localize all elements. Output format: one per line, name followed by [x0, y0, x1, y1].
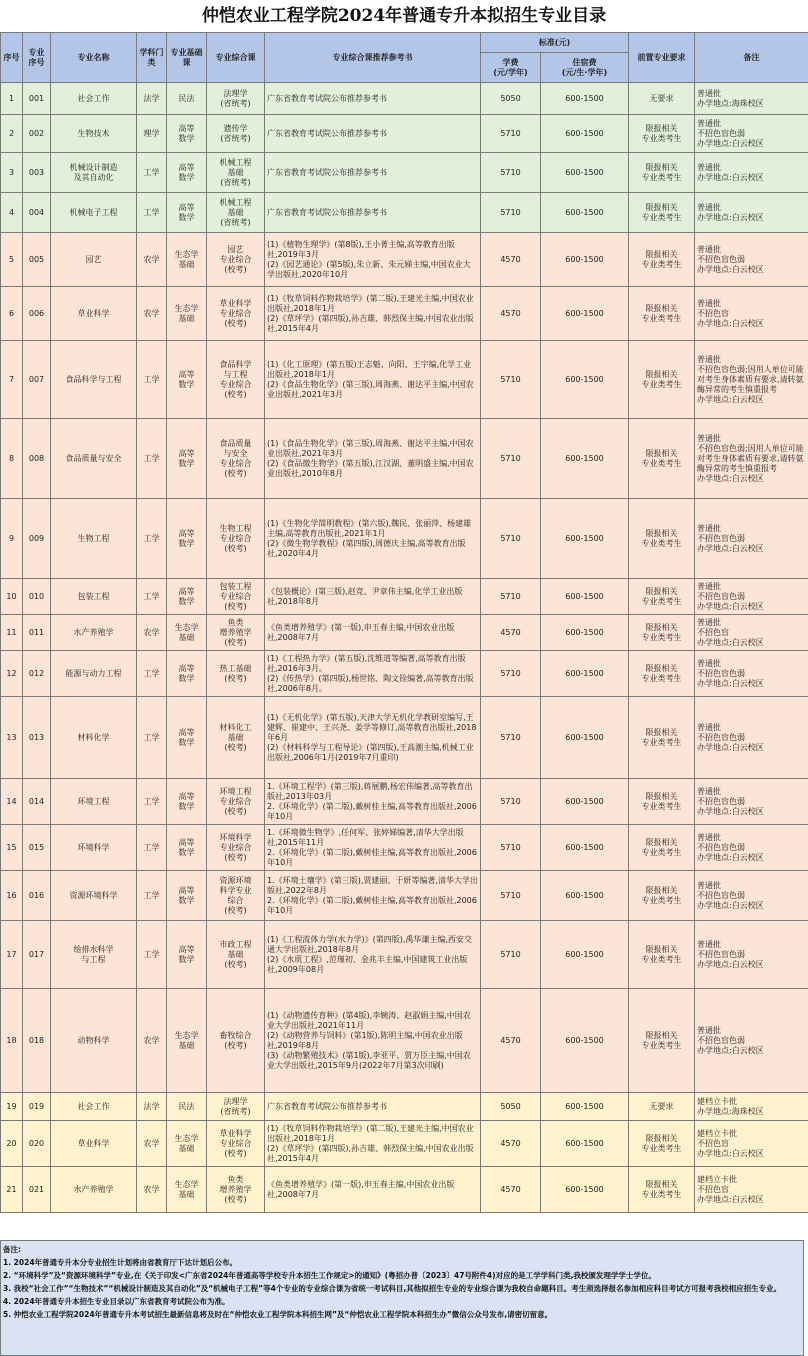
row-prior-major: 限报相关 专业类考生	[629, 615, 695, 651]
row-prior-major: 限报相关 专业类考生	[629, 989, 695, 1093]
row-lodging: 600-1500	[541, 1121, 629, 1167]
row-ref-books: (1)《食品生物化学》(第三版),周海燕、谢达平主编,中国农业出版社,2021年3月 (2)《食品微生物学》(第五版),江汉湖、董明盛主编,中国农业出版社,2010年8月	[265, 419, 481, 499]
row-lodging: 600-1500	[541, 779, 629, 825]
row-lodging: 600-1500	[541, 115, 629, 153]
notes-label: 备注:	[3, 1245, 21, 1254]
row-category: 工学	[137, 153, 167, 193]
row-seq: 3	[1, 153, 23, 193]
table-row	[1, 233, 808, 287]
row-category: 法学	[137, 1093, 167, 1121]
row-seq: 10	[1, 579, 23, 615]
row-base-course: 高等 数学	[167, 779, 207, 825]
row-category: 法学	[137, 83, 167, 115]
row-ref-books: 广东省教育考试院公布推荐参考书	[265, 83, 481, 115]
row-comp-course: 包装工程 专业综合 (校考)	[207, 579, 265, 615]
header-lodging: 住宿费 (元/生·学年)	[541, 53, 629, 83]
row-name: 能源与动力工程	[51, 651, 137, 697]
row-category: 工学	[137, 697, 167, 779]
row-comp-course: 生物工程 专业综合 (校考)	[207, 499, 265, 579]
row-ref-books: (1)《无机化学》(第五版),天津大学无机化学教研室编写,王建辉、崔建中、王兴尧、姜学等修订,高等教育出版社,2018年6月 (2)《材料科学与工程导论》(第四版),王高潮主编,机械工业出版社,2006年1月(2019年7月重印)	[265, 697, 481, 779]
row-base-course: 生态学 基础	[167, 1121, 207, 1167]
row-comp-course: 园艺 专业综合 (校考)	[207, 233, 265, 287]
row-base-course: 民法	[167, 83, 207, 115]
row-ref-books: (1)《生物化学简明教程》(第六版),魏民、张丽萍、杨建雄主编,高等教育出版社,2021年1月 (2)《微生物学教程》(第四版),周德庆主编,高等教育出版社,2020年4月	[265, 499, 481, 579]
row-prior-major: 限报相关 专业类考生	[629, 871, 695, 921]
row-remark: 普通批 不招色盲色弱;因用人单位可能对考生身体素质有要求,请转氨酶异常的考生慎重报考 办学地点:白云校区	[695, 419, 808, 499]
row-tuition: 4570	[481, 615, 541, 651]
row-lodging: 600-1500	[541, 341, 629, 419]
row-tuition: 5710	[481, 499, 541, 579]
header-seq: 序号	[1, 33, 23, 83]
table-row	[1, 779, 808, 825]
table-row	[1, 341, 808, 419]
row-name: 食品科学与工程	[51, 341, 137, 419]
row-remark: 建档立卡批 不招色盲 办学地点:白云校区	[695, 1167, 808, 1213]
row-name: 水产养殖学	[51, 615, 137, 651]
row-ref-books: (1)《植物生理学》(第8版),王小菁主编,高等教育出版社,2019年3月 (2)《园艺通论》(第5版),朱立新、朱元娣主编,中国农业大学出版社,2020年10月	[265, 233, 481, 287]
row-base-course: 高等 数学	[167, 579, 207, 615]
header-prior-major: 前置专业要求	[629, 33, 695, 83]
row-seq: 1	[1, 83, 23, 115]
row-lodging: 600-1500	[541, 697, 629, 779]
row-code: 003	[23, 153, 51, 193]
row-base-course: 生态学 基础	[167, 287, 207, 341]
row-category: 农学	[137, 989, 167, 1093]
row-category: 理学	[137, 115, 167, 153]
row-name: 生物技术	[51, 115, 137, 153]
row-base-course: 生态学 基础	[167, 233, 207, 287]
row-remark: 普通批 不招色盲色弱 办学地点:白云校区	[695, 651, 808, 697]
header-ref-books: 专业综合课推荐参考书	[265, 33, 481, 83]
row-ref-books: (1)《工程热力学》(第五版),沈维道等编著,高等教育出版社,2016年3月。 (2)《传热学》(第四版),杨世铭、陶文铨编著,高等教育出版社,2006年8月。	[265, 651, 481, 697]
row-remark: 普通批 办学地点:白云校区	[695, 193, 808, 233]
admissions-table	[0, 32, 808, 1213]
row-lodging: 600-1500	[541, 921, 629, 989]
row-prior-major: 限报相关 专业类考生	[629, 287, 695, 341]
row-seq: 19	[1, 1093, 23, 1121]
row-tuition: 5710	[481, 193, 541, 233]
row-ref-books: 1.《环境微生物学》,任何军、张婷娣编著,清华大学出版社,2015年11月 2.《环境化学》(第二版),戴树桂主编,高等教育出版社,2006年10月	[265, 825, 481, 871]
row-lodging: 600-1500	[541, 83, 629, 115]
row-name: 草业科学	[51, 1121, 137, 1167]
row-tuition: 4570	[481, 287, 541, 341]
row-name: 机械设计制造 及其自动化	[51, 153, 137, 193]
row-base-course: 高等 数学	[167, 651, 207, 697]
row-base-course: 高等 数学	[167, 341, 207, 419]
row-base-course: 高等 数学	[167, 193, 207, 233]
row-code: 001	[23, 83, 51, 115]
row-ref-books: (1)《牧草饲料作物栽培学》(第二版),王建光主编,中国农业出版社,2018年1月 (2)《草坪学》(第四版),孙吉雄、韩烈保主编,中国农业出版社,2015年4月	[265, 287, 481, 341]
row-comp-course: 法理学 (省统考)	[207, 83, 265, 115]
row-ref-books: 《鱼类增养殖学》(第一版),申玉春主编,中国农业出版社,2008年7月	[265, 1167, 481, 1213]
row-seq: 4	[1, 193, 23, 233]
row-lodging: 600-1500	[541, 1167, 629, 1213]
row-prior-major: 限报相关 专业类考生	[629, 115, 695, 153]
row-code: 006	[23, 287, 51, 341]
row-lodging: 600-1500	[541, 825, 629, 871]
note-item: 1. 2024年普通专升本分专业招生计划将由省教育厅下达计划后公布。	[3, 1258, 238, 1267]
row-base-course: 高等 数学	[167, 499, 207, 579]
row-ref-books: 1.《环境土壤学》(第三版),贾建丽、于妍等编著,清华大学出版社,2022年8月 2.《环境化学》(第二版),戴树桂主编,高等教育出版社,2006年10月	[265, 871, 481, 921]
table-row	[1, 921, 808, 989]
header-comp-course: 专业综合课	[207, 33, 265, 83]
row-comp-course: 鱼类 增养殖学 (校考)	[207, 1167, 265, 1213]
row-code: 007	[23, 341, 51, 419]
table-row	[1, 115, 808, 153]
row-name: 动物科学	[51, 989, 137, 1093]
row-remark: 普通批 办学地点:白云校区	[695, 153, 808, 193]
row-tuition: 5710	[481, 651, 541, 697]
row-comp-course: 机械工程 基础 (省统考)	[207, 153, 265, 193]
row-ref-books: 广东省教育考试院公布推荐参考书	[265, 115, 481, 153]
row-category: 工学	[137, 651, 167, 697]
row-category: 工学	[137, 921, 167, 989]
row-ref-books: 《鱼类增养殖学》(第一版),申玉春主编,中国农业出版社,2008年7月	[265, 615, 481, 651]
row-ref-books: (1)《牧草饲料作物栽培学》(第二版),王建光主编,中国农业出版社,2018年1月 (2)《草坪学》(第四版),孙吉雄、韩烈保主编,中国农业出版社,2015年4月	[265, 1121, 481, 1167]
table-row	[1, 989, 808, 1093]
row-remark: 普通批 不招色盲色弱 办学地点:白云校区	[695, 989, 808, 1093]
table-row	[1, 579, 808, 615]
row-seq: 5	[1, 233, 23, 287]
row-name: 水产养殖学	[51, 1167, 137, 1213]
row-code: 016	[23, 871, 51, 921]
note-item: 2. “环境科学”及“资源环境科学”专业,在《关于印发<广东省2024年普通高等学校专升本招生工作规定>的通知》(粤招办普〔2023〕47号附件4)对应的是工学学科门类,我校颁发理学学士学位。	[3, 1271, 656, 1280]
row-category: 工学	[137, 419, 167, 499]
row-category: 农学	[137, 615, 167, 651]
row-ref-books: 广东省教育考试院公布推荐参考书	[265, 153, 481, 193]
row-category: 农学	[137, 287, 167, 341]
table-row	[1, 651, 808, 697]
row-base-course: 高等 数学	[167, 921, 207, 989]
row-code: 020	[23, 1121, 51, 1167]
row-code: 009	[23, 499, 51, 579]
row-prior-major: 限报相关 专业类考生	[629, 193, 695, 233]
row-code: 021	[23, 1167, 51, 1213]
row-lodging: 600-1500	[541, 193, 629, 233]
row-base-course: 高等 数学	[167, 697, 207, 779]
row-tuition: 5710	[481, 871, 541, 921]
row-remark: 普通批 不招色盲色弱 办学地点:白云校区	[695, 921, 808, 989]
row-remark: 普通批 不招色盲色弱 办学地点:白云校区	[695, 233, 808, 287]
row-comp-course: 草业科学 专业综合 (校考)	[207, 1121, 265, 1167]
row-lodging: 600-1500	[541, 1093, 629, 1121]
table-row	[1, 83, 808, 115]
row-comp-course: 资源环境 科学专业 综合 (校考)	[207, 871, 265, 921]
table-row	[1, 287, 808, 341]
row-base-course: 生态学 基础	[167, 989, 207, 1093]
row-name: 资源环境科学	[51, 871, 137, 921]
row-remark: 普通批 不招色盲 办学地点:白云校区	[695, 615, 808, 651]
row-prior-major: 无要求	[629, 1093, 695, 1121]
row-name: 食品质量与安全	[51, 419, 137, 499]
table-row	[1, 871, 808, 921]
table-row	[1, 697, 808, 779]
row-code: 017	[23, 921, 51, 989]
row-name: 园艺	[51, 233, 137, 287]
row-ref-books: 《包装概论》(第三版),赵竞、尹章伟主编,化学工业出版社,2018年8月	[265, 579, 481, 615]
row-seq: 7	[1, 341, 23, 419]
row-lodging: 600-1500	[541, 233, 629, 287]
row-comp-course: 环境科学 专业综合 (校考)	[207, 825, 265, 871]
row-base-course: 生态学 基础	[167, 1167, 207, 1213]
row-comp-course: 环境工程 专业综合 (校考)	[207, 779, 265, 825]
row-category: 农学	[137, 1167, 167, 1213]
header-base-course: 专业基础课	[167, 33, 207, 83]
row-base-course: 高等 数学	[167, 825, 207, 871]
row-comp-course: 遗传学 (省统考)	[207, 115, 265, 153]
row-code: 018	[23, 989, 51, 1093]
row-seq: 9	[1, 499, 23, 579]
table-row	[1, 193, 808, 233]
row-prior-major: 限报相关 专业类考生	[629, 779, 695, 825]
header-name: 专业名称	[51, 33, 137, 83]
row-remark: 普通批 办学地点:海珠校区	[695, 83, 808, 115]
row-remark: 普通批 不招色盲色弱;因用人单位可能对考生身体素质有要求,请转氨酶异常的考生慎重报考 办学地点:白云校区	[695, 341, 808, 419]
row-seq: 2	[1, 115, 23, 153]
row-ref-books: 1.《环境工程学》(第三版),蒋展鹏,杨宏伟编著,高等教育出版社,2013年03月 2.《环境化学》(第二版),戴树桂主编,高等教育出版社,2006年10月	[265, 779, 481, 825]
row-name: 草业科学	[51, 287, 137, 341]
row-ref-books: (1)《化工原理》(第五版)王志魁、向阳、王宇编,化学工业出版社,2018年1月 (2)《食品生物化学》(第三版),周海燕、谢达平主编,中国农业出版社,2021年3月	[265, 341, 481, 419]
row-tuition: 5710	[481, 825, 541, 871]
row-prior-major: 限报相关 专业类考生	[629, 153, 695, 193]
row-remark: 普通批 不招色盲色弱 办学地点:白云校区	[695, 697, 808, 779]
row-base-course: 高等 数学	[167, 153, 207, 193]
row-base-course: 高等 数学	[167, 419, 207, 499]
row-tuition: 4570	[481, 1167, 541, 1213]
table-row	[1, 1121, 808, 1167]
row-seq: 21	[1, 1167, 23, 1213]
row-name: 环境科学	[51, 825, 137, 871]
row-seq: 20	[1, 1121, 23, 1167]
row-code: 013	[23, 697, 51, 779]
row-category: 农学	[137, 1121, 167, 1167]
row-category: 工学	[137, 779, 167, 825]
table-row	[1, 153, 808, 193]
row-category: 工学	[137, 193, 167, 233]
table-row	[1, 419, 808, 499]
note-item: 3. 我校“社会工作”“生物技术”“机械设计制造及其自动化”及“机械电子工程”等4个专业的专业综合课为省统一考试科目,其他拟招生专业的专业综合课为我校自命题科目。考生须选择报名参加相应科目考试方可报考我校相应招生专业。	[3, 1284, 782, 1293]
row-category: 工学	[137, 825, 167, 871]
row-code: 011	[23, 615, 51, 651]
row-lodging: 600-1500	[541, 871, 629, 921]
row-comp-course: 畜牧综合 (校考)	[207, 989, 265, 1093]
row-prior-major: 限报相关 专业类考生	[629, 697, 695, 779]
row-tuition: 5710	[481, 921, 541, 989]
row-name: 给排水科学 与工程	[51, 921, 137, 989]
table-row	[1, 1167, 808, 1213]
row-comp-course: 市政工程 基础 (校考)	[207, 921, 265, 989]
header-remark: 备注	[695, 33, 808, 83]
row-remark: 普通批 不招色盲色弱 办学地点:白云校区	[695, 871, 808, 921]
row-code: 019	[23, 1093, 51, 1121]
row-category: 工学	[137, 579, 167, 615]
row-seq: 11	[1, 615, 23, 651]
row-seq: 13	[1, 697, 23, 779]
note-item: 4. 2024年普通专升本招生专业目录以广东省教育考试院公布为准。	[3, 1297, 230, 1306]
row-comp-course: 热工基础 (校考)	[207, 651, 265, 697]
row-base-course: 高等 数学	[167, 871, 207, 921]
row-tuition: 5710	[481, 341, 541, 419]
notes-section	[0, 1240, 804, 1356]
row-prior-major: 限报相关 专业类考生	[629, 1121, 695, 1167]
row-ref-books: 广东省教育考试院公布推荐参考书	[265, 1093, 481, 1121]
row-tuition: 5050	[481, 83, 541, 115]
row-prior-major: 限报相关 专业类考生	[629, 419, 695, 499]
row-name: 环境工程	[51, 779, 137, 825]
row-tuition: 5710	[481, 153, 541, 193]
row-name: 生物工程	[51, 499, 137, 579]
row-seq: 12	[1, 651, 23, 697]
row-prior-major: 限报相关 专业类考生	[629, 651, 695, 697]
row-name: 包装工程	[51, 579, 137, 615]
row-name: 社会工作	[51, 83, 137, 115]
row-name: 机械电子工程	[51, 193, 137, 233]
row-seq: 8	[1, 419, 23, 499]
note-item: 5. 仲恺农业工程学院2024年普通专升本考试招生最新信息将及时在“仲恺农业工程学院本科招生网”及“仲恺农业工程学院本科招生办”微信公众号发布,请密切留意。	[3, 1310, 553, 1319]
row-remark: 普通批 不招色盲色弱 办学地点:白云校区	[695, 825, 808, 871]
row-prior-major: 限报相关 专业类考生	[629, 825, 695, 871]
row-code: 010	[23, 579, 51, 615]
row-seq: 16	[1, 871, 23, 921]
row-ref-books: 广东省教育考试院公布推荐参考书	[265, 193, 481, 233]
row-comp-course: 机械工程 基础 (省统考)	[207, 193, 265, 233]
row-lodging: 600-1500	[541, 651, 629, 697]
row-prior-major: 限报相关 专业类考生	[629, 921, 695, 989]
row-category: 工学	[137, 341, 167, 419]
row-ref-books: (1)《工程流体力学(水力学)》(第四版),禹华谦主编,西安交通大学出版社,2018年8月 (2)《水质工程》,范瑾初、金兆丰主编,中国建筑工业出版社,2009年08月	[265, 921, 481, 989]
row-prior-major: 限报相关 专业类考生	[629, 499, 695, 579]
row-prior-major: 限报相关 专业类考生	[629, 1167, 695, 1213]
row-remark: 普通批 不招色盲色弱 办学地点:白云校区	[695, 579, 808, 615]
table-body	[1, 83, 808, 1213]
row-name: 材料化学	[51, 697, 137, 779]
row-code: 012	[23, 651, 51, 697]
row-base-course: 生态学 基础	[167, 615, 207, 651]
row-tuition: 4570	[481, 233, 541, 287]
row-tuition: 5710	[481, 419, 541, 499]
row-seq: 6	[1, 287, 23, 341]
row-prior-major: 限报相关 专业类考生	[629, 579, 695, 615]
row-seq: 15	[1, 825, 23, 871]
table-row	[1, 825, 808, 871]
row-tuition: 5710	[481, 579, 541, 615]
header-tuition: 学费 (元/学年)	[481, 53, 541, 83]
row-lodging: 600-1500	[541, 499, 629, 579]
header-category: 学科门类	[137, 33, 167, 83]
row-tuition: 4570	[481, 1121, 541, 1167]
row-seq: 18	[1, 989, 23, 1093]
row-base-course: 民法	[167, 1093, 207, 1121]
row-ref-books: (1)《动物遗传育种》(第4版),李婉涛、赵淑娟主编,中国农业大学出版社,2021年11月 (2)《动物营养与饲料》(第1版),陈明主编,中国农业出版社,2019年8月 (3)《动物繁殖技术》(第1版),李亚平、贾万臣主编,中国农业大学出版社,2015年9月(2022年7月第3次印刷)	[265, 989, 481, 1093]
table-row	[1, 615, 808, 651]
row-remark: 普通批 不招色盲色弱 办学地点:白云校区	[695, 499, 808, 579]
row-category: 工学	[137, 871, 167, 921]
table-row	[1, 499, 808, 579]
row-code: 002	[23, 115, 51, 153]
row-remark: 建档立卡批 办学地点:海珠校区	[695, 1093, 808, 1121]
table-row	[1, 1093, 808, 1121]
header-fee-group: 标准(元)	[481, 33, 629, 53]
row-comp-course: 草业科学 专业综合 (校考)	[207, 287, 265, 341]
row-comp-course: 食品科学 与工程 专业综合 (校考)	[207, 341, 265, 419]
row-comp-course: 法理学 (省统考)	[207, 1093, 265, 1121]
row-tuition: 5710	[481, 115, 541, 153]
row-lodging: 600-1500	[541, 615, 629, 651]
row-tuition: 5050	[481, 1093, 541, 1121]
row-remark: 普通批 不招色盲色弱 办学地点:白云校区	[695, 115, 808, 153]
row-lodging: 600-1500	[541, 579, 629, 615]
row-tuition: 4570	[481, 989, 541, 1093]
row-seq: 14	[1, 779, 23, 825]
row-lodging: 600-1500	[541, 287, 629, 341]
row-prior-major: 无要求	[629, 83, 695, 115]
row-tuition: 5710	[481, 697, 541, 779]
row-name: 社会工作	[51, 1093, 137, 1121]
row-lodging: 600-1500	[541, 419, 629, 499]
row-code: 005	[23, 233, 51, 287]
row-comp-course: 材料化工 基础 (校考)	[207, 697, 265, 779]
page-title: 仲恺农业工程学院2024年普通专升本拟招生专业目录	[201, 6, 607, 26]
row-code: 004	[23, 193, 51, 233]
row-code: 014	[23, 779, 51, 825]
row-remark: 普通批 不招色盲 办学地点:白云校区	[695, 287, 808, 341]
row-code: 015	[23, 825, 51, 871]
row-remark: 普通批 不招色盲色弱 办学地点:白云校区	[695, 779, 808, 825]
row-prior-major: 限报相关 专业类考生	[629, 233, 695, 287]
row-remark: 建档立卡批 不招色盲 办学地点:白云校区	[695, 1121, 808, 1167]
row-code: 008	[23, 419, 51, 499]
row-tuition: 5710	[481, 779, 541, 825]
row-category: 工学	[137, 499, 167, 579]
row-seq: 17	[1, 921, 23, 989]
row-category: 农学	[137, 233, 167, 287]
row-comp-course: 食品质量 与安全 专业综合 (校考)	[207, 419, 265, 499]
header-code: 专业序号	[23, 33, 51, 83]
row-base-course: 高等 数学	[167, 115, 207, 153]
row-lodging: 600-1500	[541, 153, 629, 193]
row-prior-major: 限报相关 专业类考生	[629, 341, 695, 419]
row-lodging: 600-1500	[541, 989, 629, 1093]
row-comp-course: 鱼类 增养殖学 (校考)	[207, 615, 265, 651]
